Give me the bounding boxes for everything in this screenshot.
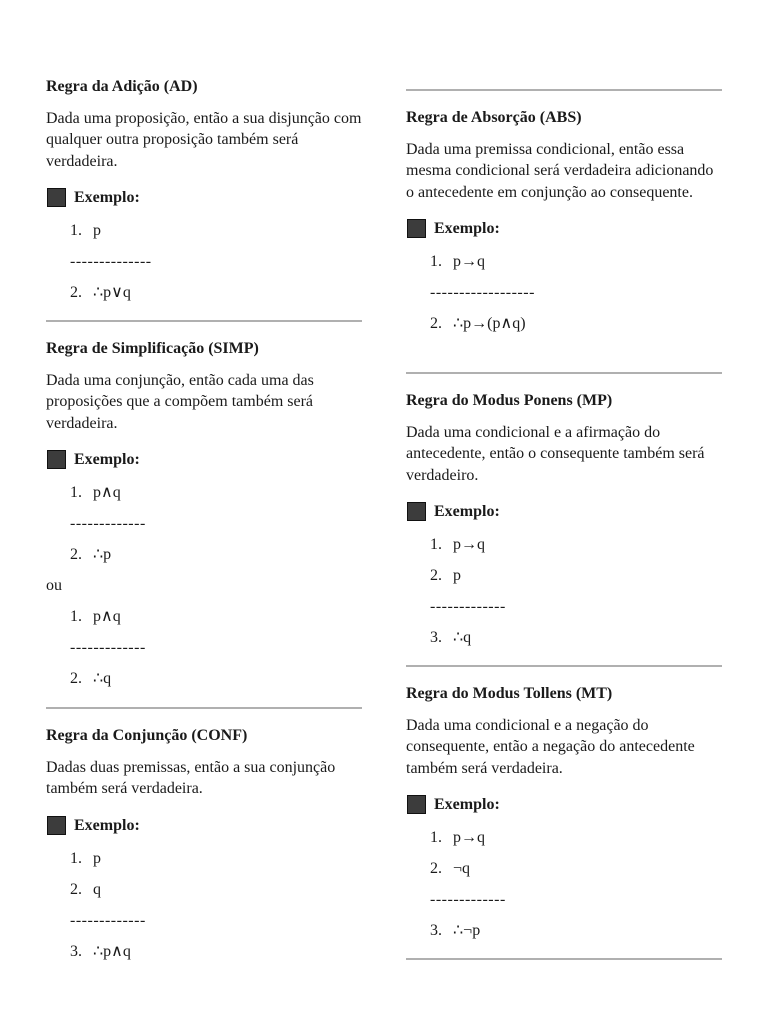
example-steps — [46, 849, 362, 962]
step-formula: ∴¬p — [453, 921, 481, 939]
separator-line: ------------- — [430, 597, 506, 615]
example-label: Exemplo: — [74, 188, 140, 206]
step-line — [406, 628, 722, 648]
step-formula: ∴q — [453, 628, 472, 646]
example-heading — [406, 218, 722, 240]
step-formula: p — [93, 221, 101, 239]
step-formula: p→q — [453, 828, 485, 846]
step-formula: p→q — [453, 252, 485, 270]
example-label: Exemplo: — [74, 816, 140, 834]
step-line — [406, 314, 722, 334]
example-label: Exemplo: — [434, 219, 500, 237]
rule-title: Regra de Simplificação (SIMP) — [46, 340, 259, 357]
example-heading — [46, 815, 362, 837]
step-formula: ∴p∧q — [93, 942, 131, 960]
section-divider — [46, 320, 362, 322]
step-number: 3. — [430, 628, 442, 646]
step-number: 2. — [430, 314, 442, 332]
step-number: 2. — [430, 566, 442, 584]
step-number: 2. — [70, 669, 82, 687]
step-line — [46, 942, 362, 962]
rule-section-ad — [46, 76, 362, 314]
example-heading — [406, 794, 722, 816]
step-number: 1. — [430, 535, 442, 553]
rule-section-conf — [46, 725, 362, 973]
example-label: Exemplo: — [74, 450, 140, 468]
separator-line: ------------- — [70, 638, 146, 656]
separator-line: -------------- — [70, 252, 152, 270]
square-icon — [407, 795, 426, 814]
rule-description: Dada uma condicional e a afirmação do antecedente, então o consequente também será verdadeiro. — [406, 424, 705, 484]
step-line — [46, 545, 362, 565]
step-number: 1. — [70, 607, 82, 625]
section-divider — [406, 958, 722, 960]
step-number: 3. — [70, 942, 82, 960]
section-divider — [46, 707, 362, 709]
example-steps — [406, 252, 722, 334]
section-divider — [406, 372, 722, 374]
step-formula: ∴p→(p∧q) — [453, 314, 526, 332]
rule-section-mt — [406, 683, 722, 952]
separator-line: ------------------ — [430, 283, 535, 301]
section-divider — [406, 89, 722, 91]
rule-description: Dada uma premissa condicional, então essa mesma condicional será verdadeira adicionando o antecedente em conjunção ao consequente. — [406, 141, 714, 201]
example-heading — [46, 449, 362, 471]
rule-title: Regra da Adição (AD) — [46, 78, 198, 95]
rule-title: Regra de Absorção (ABS) — [406, 109, 582, 126]
example-heading — [46, 187, 362, 209]
step-line — [46, 221, 362, 241]
separator-line: ------------- — [70, 514, 146, 532]
step-number: 2. — [70, 880, 82, 898]
step-line — [406, 859, 722, 879]
rule-description: Dada uma conjunção, então cada uma das proposições que a compõem também será verdadeira. — [46, 372, 314, 432]
step-line — [406, 252, 722, 272]
step-line — [406, 535, 722, 555]
example-steps — [406, 535, 722, 648]
square-icon — [47, 450, 66, 469]
step-number: 1. — [70, 483, 82, 501]
separator-line: ------------- — [430, 890, 506, 908]
rule-description: Dada uma proposição, então a sua disjunção com qualquer outra proposição também será verdadeira. — [46, 110, 362, 170]
example-steps — [46, 483, 362, 689]
example-label: Exemplo: — [434, 502, 500, 520]
step-line — [46, 483, 362, 503]
square-icon — [407, 219, 426, 238]
step-line — [46, 669, 362, 689]
rule-section-simp — [46, 338, 362, 700]
rule-title: Regra do Modus Tollens (MT) — [406, 685, 613, 702]
alternative-text: ou — [46, 576, 62, 594]
rule-section-abs — [406, 107, 722, 345]
step-formula: p∧q — [93, 483, 121, 501]
step-line — [46, 880, 362, 900]
rule-title: Regra da Conjunção (CONF) — [46, 727, 248, 744]
rule-description: Dadas duas premissas, então a sua conjunção também será verdadeira. — [46, 759, 336, 798]
step-number: 1. — [70, 849, 82, 867]
rule-title: Regra do Modus Ponens (MP) — [406, 392, 613, 409]
step-number: 2. — [430, 859, 442, 877]
section-divider — [406, 665, 722, 667]
step-number: 2. — [70, 545, 82, 563]
step-line — [406, 566, 722, 586]
step-line — [406, 828, 722, 848]
step-formula: p — [453, 566, 461, 584]
step-number: 1. — [430, 252, 442, 270]
square-icon — [47, 816, 66, 835]
step-number: 3. — [430, 921, 442, 939]
step-line — [46, 849, 362, 869]
example-steps — [406, 828, 722, 941]
example-steps — [46, 221, 362, 303]
step-formula: p∧q — [93, 607, 121, 625]
step-formula: ∴p — [93, 545, 112, 563]
example-heading — [406, 501, 722, 523]
separator-line: ------------- — [70, 911, 146, 929]
step-formula: q — [93, 880, 101, 898]
step-line — [406, 921, 722, 941]
rule-description: Dada uma condicional e a negação do consequente, então a negação do antecedente também será verdadeira. — [406, 717, 695, 777]
square-icon — [47, 188, 66, 207]
example-label: Exemplo: — [434, 795, 500, 813]
step-formula: p→q — [453, 535, 485, 553]
step-number: 2. — [70, 283, 82, 301]
step-formula: ¬q — [453, 859, 471, 877]
step-formula: ∴p∨q — [93, 283, 131, 301]
step-number: 1. — [430, 828, 442, 846]
step-line — [46, 607, 362, 627]
square-icon — [407, 502, 426, 521]
step-formula: p — [93, 849, 101, 867]
step-line — [46, 283, 362, 303]
step-formula: ∴q — [93, 669, 112, 687]
step-number: 1. — [70, 221, 82, 239]
rule-section-mp — [406, 390, 722, 659]
